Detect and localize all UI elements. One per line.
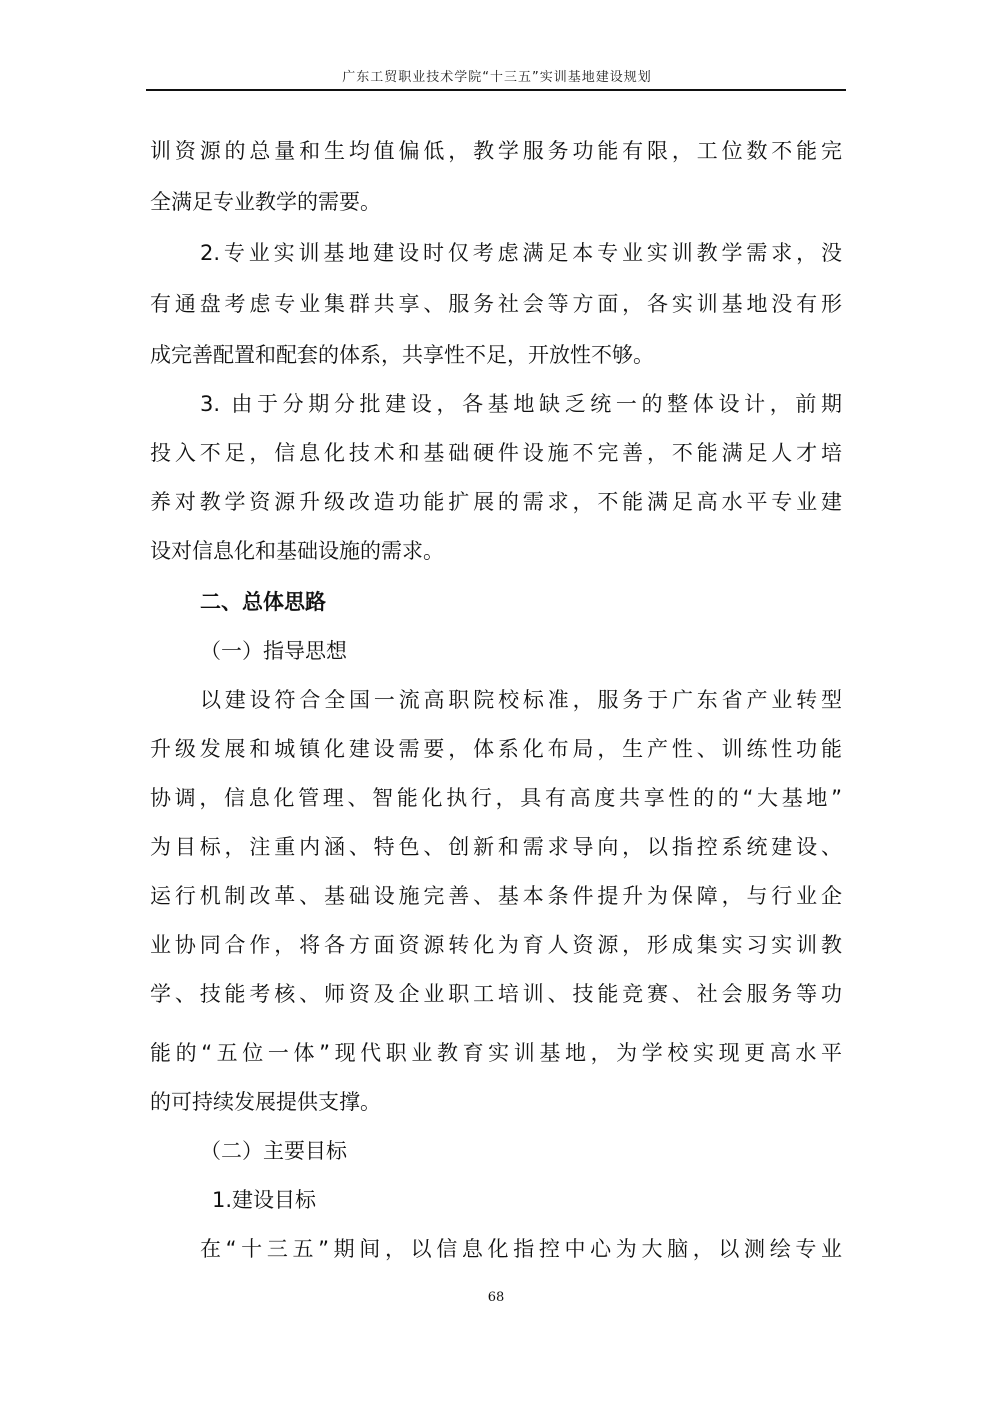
body-line: 能的“五位一体”现代职业教育实训基地，为学校实现更高水平 [150,1041,842,1065]
subsection-heading: （二）主要目标 [200,1139,347,1163]
body-line: 全满足专业教学的需要。 [150,190,381,214]
subsection-heading: （一）指导思想 [200,639,347,663]
body-line: 学、技能考核、师资及企业职工培训、技能竞赛、社会服务等功 [150,982,842,1006]
body-line: 3. 由于分期分批建设，各基地缺乏统一的整体设计，前期 [200,392,842,416]
body-line: 升级发展和城镇化建设需要，体系化布局，生产性、训练性功能 [150,737,842,761]
body-line: 以建设符合全国一流高职院校标准，服务于广东省产业转型 [200,688,842,712]
body-line: 的可持续发展提供支撑。 [150,1090,381,1114]
body-line: 为目标，注重内涵、特色、创新和需求导向，以指控系统建设、 [150,835,842,859]
body-line: 训资源的总量和生均值偏低，教学服务功能有限，工位数不能完 [150,139,842,163]
body-line: 设对信息化和基础设施的需求。 [150,539,444,563]
running-header: 广东工贸职业技术学院“十三五”实训基地建设规划 [342,70,652,85]
page-number: 68 [487,1290,505,1305]
body-line: 成完善配置和配套的体系，共享性不足，开放性不够。 [150,343,654,367]
body-line: 投入不足，信息化技术和基础硬件设施不完善，不能满足人才培 [150,441,842,465]
item-heading: 1.建设目标 [212,1188,317,1212]
body-line: 运行机制改革、基础设施完善、基本条件提升为保障，与行业企 [150,884,842,908]
body-line: 业协同合作，将各方面资源转化为育人资源，形成集实习实训教 [150,933,842,957]
header-rule [146,89,846,91]
body-line: 2.专业实训基地建设时仅考虑满足本专业实训教学需求，没 [200,241,842,265]
body-line: 在“十三五”期间，以信息化指控中心为大脑，以测绘专业 [200,1237,842,1261]
section-heading: 二、总体思路 [200,590,326,614]
body-line: 有通盘考虑专业集群共享、服务社会等方面，各实训基地没有形 [150,292,842,316]
body-line: 养对教学资源升级改造功能扩展的需求，不能满足高水平专业建 [150,490,842,514]
body-line: 协调，信息化管理、智能化执行，具有高度共享性的的“大基地” [150,786,842,810]
